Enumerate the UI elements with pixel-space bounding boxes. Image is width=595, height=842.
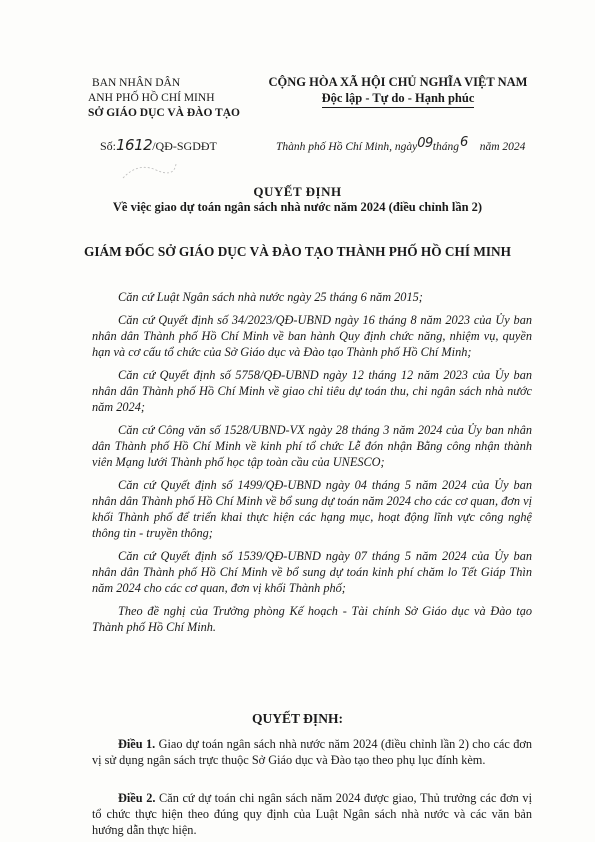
agency-line-2: ANH PHỐ HỒ CHÍ MINH — [88, 92, 215, 104]
document-number — [100, 136, 217, 154]
issuing-authority: GIÁM ĐỐC SỞ GIÁO DỤC VÀ ĐÀO TẠO THÀNH PHỐ HỒ CHÍ MINH — [83, 244, 511, 259]
article-label: Điều 1. — [118, 737, 156, 751]
basis-item: Căn cứ Quyết định số 1499/QĐ-UBND ngày 04 tháng 5 năm 2024 của Ủy ban nhân dân Thành phố Hồ Chí Minh về bổ sung dự toán năm 2024 cho các cơ quan, đơn vị khối Thành phố để triển khai thực hiện các hạng mục, hoạt động lĩnh vực công nghệ thông tin - truyền thông; — [92, 478, 532, 540]
date-place: Thành phố Hồ Chí Minh, ngày — [276, 141, 418, 153]
decision-title: QUYẾT ĐỊNH — [253, 184, 342, 199]
document-date — [276, 135, 526, 154]
number-prefix: Số: — [100, 139, 117, 153]
agency-line-1: BAN NHÂN DÂN — [92, 77, 181, 89]
national-header — [258, 74, 538, 108]
article-text: Giao dự toán ngân sách nhà nước năm 2024 (điều chỉnh lần 2) cho các đơn vị sử dụng ngân sách trực thuộc Sở Giáo dục và Đào tạo theo phụ lục đính kèm. — [92, 737, 532, 767]
handwritten-month: 6 — [459, 135, 468, 150]
issuing-agency — [88, 76, 252, 121]
article-1 — [92, 736, 532, 768]
basis-item: Căn cứ Luật Ngân sách nhà nước ngày 25 tháng 6 năm 2015; — [118, 290, 423, 304]
legal-bases — [92, 289, 532, 635]
country-name: CỘNG HÒA XÃ HỘI CHỦ NGHĨA VIỆT NAM — [268, 75, 528, 89]
faint-stamp-mark — [118, 156, 178, 186]
handwritten-number: 1612 — [116, 136, 153, 154]
date-year: năm 2024 — [479, 141, 526, 153]
national-motto: Độc lập - Tự do - Hạnh phúc — [322, 90, 475, 108]
decision-subject: Về việc giao dự toán ngân sách nhà nước năm 2024 (điều chỉnh lần 2) — [112, 200, 483, 214]
basis-item: Căn cứ Quyết định số 1539/QĐ-UBND ngày 07 tháng 5 năm 2024 của Ủy ban nhân dân Thành phố Hồ Chí Minh về bổ sung dự toán kinh phí chăm lo Tết Giáp Thìn năm 2024 cho các cơ quan, đơn vị khối Thành phố; — [92, 549, 532, 595]
decides-heading: QUYẾT ĐỊNH: — [252, 711, 343, 726]
article-2 — [92, 790, 532, 838]
basis-item: Căn cứ Công văn số 1528/UBND-VX ngày 28 tháng 3 năm 2024 của Ủy ban nhân dân Thành phố Hồ Chí Minh về kinh phí tổ chức Lễ đón nhận Bằng công nhận thành viên Mạng lưới Thành phố học tập toàn cầu của UNESCO; — [92, 423, 532, 469]
date-month-label: tháng — [432, 141, 459, 153]
article-text: Căn cứ dự toán chi ngân sách năm 2024 được giao, Thủ trưởng các đơn vị tổ chức thực hiện theo đúng quy định của Luật Ngân sách nhà nước và các văn bản hướng dẫn thực hiện. — [92, 791, 532, 837]
article-label: Điều 2. — [118, 791, 156, 805]
basis-item: Căn cứ Quyết định số 5758/QĐ-UBND ngày 12 tháng 12 năm 2023 của Ủy ban nhân dân Thành phố Hồ Chí Minh về giao chỉ tiêu dự toán thu, chi ngân sách nhà nước năm 2024; — [92, 368, 532, 414]
agency-line-3: SỞ GIÁO DỤC VÀ ĐÀO TẠO — [88, 107, 240, 119]
handwritten-day: 09 — [417, 136, 433, 151]
basis-item: Theo đề nghị của Trưởng phòng Kế hoạch - Tài chính Sở Giáo dục và Đào tạo Thành phố Hồ Chí Minh. — [92, 604, 532, 634]
basis-item: Căn cứ Quyết định số 34/2023/QĐ-UBND ngày 16 tháng 8 năm 2023 của Ủy ban nhân dân Thành phố Hồ Chí Minh về ban hành Quy định chức năng, nhiệm vụ, quyền hạn và cơ cấu tổ chức của Sở Giáo dục và Đào tạo Thành phố Hồ Chí Minh; — [92, 313, 532, 359]
number-suffix: /QĐ-SGDĐT — [152, 139, 217, 153]
